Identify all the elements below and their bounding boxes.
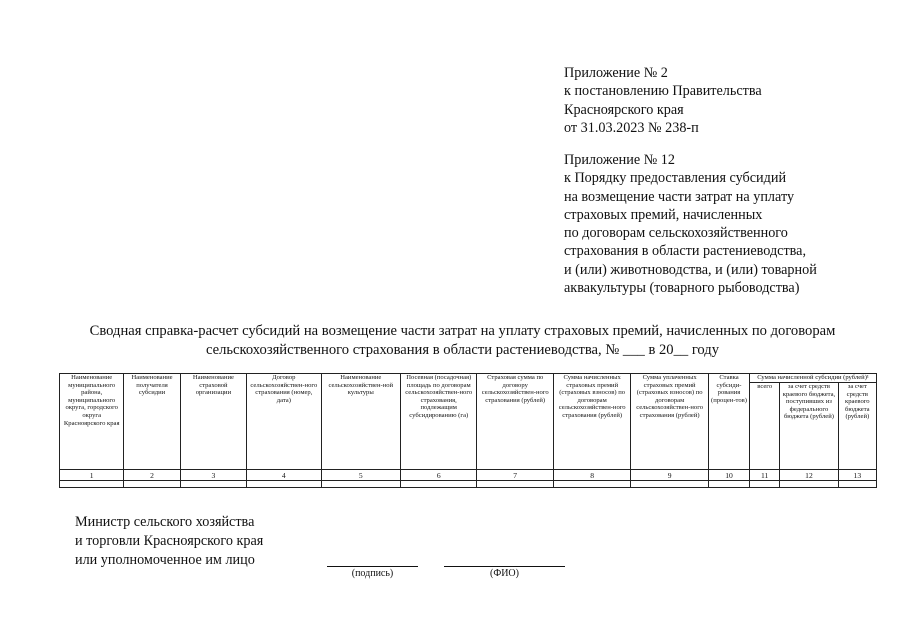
column-number: 10 [708, 470, 749, 481]
table-cell [750, 481, 780, 488]
column-number: 9 [631, 470, 708, 481]
appendix-12-line: к Порядку предоставления субсидий [564, 170, 787, 187]
document-title-line-2: сельскохозяйственного страхования в области растениеводства, № ___ в 20__ году [205, 341, 720, 358]
table-cell [321, 481, 400, 488]
appendix-12-line: и (или) животноводства, и (или) товарной [564, 261, 817, 278]
column-number: 4 [247, 470, 321, 481]
header-accrued-premiums: Сумма начисленных страховых премий (страховых взносов) по договорам сельскохозяйствен-ного страхования (рублей) [553, 374, 630, 470]
appendix-2-block [564, 64, 762, 137]
appendix-12-block [564, 151, 817, 297]
table-cell [553, 481, 630, 488]
table-cell [838, 481, 876, 488]
column-number: 12 [780, 470, 838, 481]
signatory-line: Министр сельского хозяйства [75, 514, 255, 530]
appendix-12-line: Приложение № 12 [564, 152, 675, 168]
appendix-12-line: страховых премий, начисленных [564, 206, 763, 223]
header-recipient: Наименование получателя субсидии [124, 374, 180, 470]
subsidy-calculation-table [59, 373, 877, 488]
table-cell [708, 481, 749, 488]
header-crop: Наименование сельскохозяйствен-ной культуры [321, 374, 400, 470]
column-number: 3 [180, 470, 246, 481]
table-empty-row [60, 481, 877, 488]
column-number: 2 [124, 470, 180, 481]
header-subsidy-rate: Ставка субсиди-рования (процен-тов) [708, 374, 749, 470]
appendix-12-line: страхования в области растениеводства, [564, 243, 807, 260]
column-number: 6 [401, 470, 477, 481]
header-subsidy-regional: за счет средств краевого бюджета (рублей) [838, 383, 876, 470]
header-paid-premiums: Сумма уплаченных страховых премий (страховых взносов) по договорам сельскохозяйствен-ного страхования (рублей) [631, 374, 708, 470]
table-cell [631, 481, 708, 488]
document-title [40, 322, 885, 359]
header-area: Посевная (посадочная) площадь по договорам сельскохозяйствен-ного страхования, подлежащим субсидированию (га) [401, 374, 477, 470]
signature-caption: (подпись) [351, 568, 394, 579]
column-number: 1 [60, 470, 124, 481]
column-number: 13 [838, 470, 876, 481]
appendix-2-line: Красноярского края [564, 101, 684, 118]
table-cell [124, 481, 180, 488]
full-name-caption: (ФИО) [489, 568, 519, 579]
table-cell [780, 481, 838, 488]
table-cell [180, 481, 246, 488]
header-subsidy-total: всего [750, 383, 780, 470]
appendix-2-line: к постановлению Правительства [564, 83, 762, 100]
header-subsidy-federal: за счет средств краевого бюджета, поступивших из федерального бюджета (рублей) [780, 383, 838, 470]
column-number: 5 [321, 470, 400, 481]
table-column-numbers-row [60, 470, 877, 481]
signatory-block [75, 513, 263, 570]
header-municipality: Наименование муниципального района, муниципального округа, городского округа Красноярского края [60, 374, 124, 470]
full-name-line [444, 566, 565, 567]
column-number: 8 [553, 470, 630, 481]
header-insurer: Наименование страховой организации [180, 374, 246, 470]
header-insured-sum: Страховая сумма по договору сельскохозяйствен-ного страхования (рублей) [477, 374, 553, 470]
appendix-2-line: от 31.03.2023 № 238-п [564, 119, 699, 136]
document-title-line-1: Сводная справка-расчет субсидий на возмещение части затрат на уплату страховых премий, начисленных по договорам [89, 323, 836, 339]
appendix-12-line: по договорам сельскохозяйственного [564, 225, 788, 242]
column-number: 11 [750, 470, 780, 481]
column-number: 7 [477, 470, 553, 481]
table-header-row [60, 374, 877, 383]
signature-line [327, 566, 418, 567]
table-cell [247, 481, 321, 488]
signatory-line: или уполномоченное им лицо [75, 552, 255, 568]
table-cell [60, 481, 124, 488]
appendix-12-line: аквакультуры (товарного рыбоводства) [564, 280, 800, 297]
table-cell [401, 481, 477, 488]
header-contract: Договор сельскохозяйствен-ного страхования (номер, дата) [247, 374, 321, 470]
table-cell [477, 481, 553, 488]
appendix-2-line: Приложение № 2 [564, 65, 668, 81]
appendix-12-line: на возмещение части затрат на уплату [564, 188, 795, 205]
signatory-line: и торговли Красноярского края [75, 533, 264, 549]
header-subsidy-amount-group: Сумма начисленной субсидии (рублей)¹ [750, 374, 877, 383]
